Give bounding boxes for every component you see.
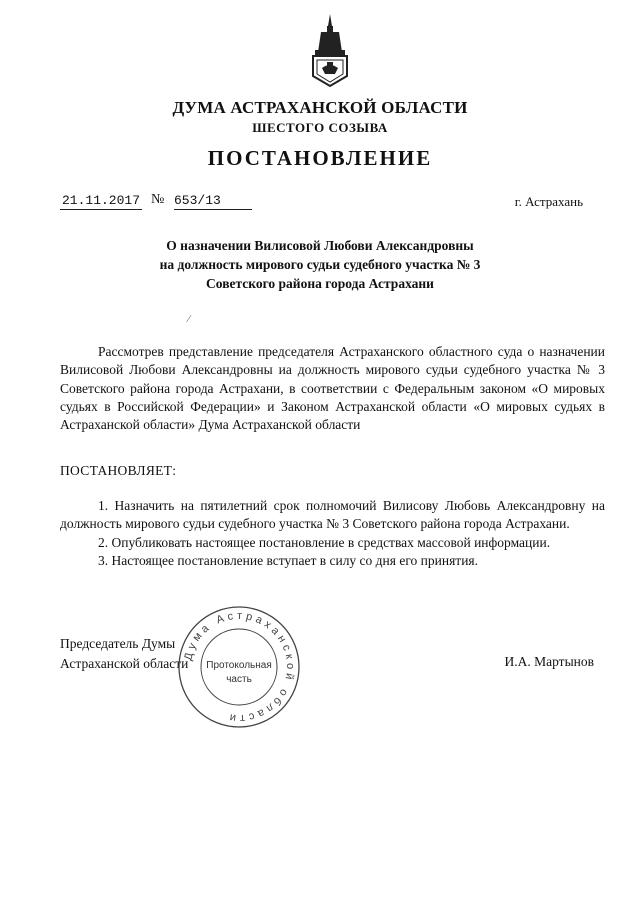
resolution-item: 1. Назначить на пятилетний срок полномочий Вилисову Любовь Александровну на должность мирового судьи судебного участка № 3 Советского района города Астрахани. <box>60 498 605 532</box>
convocation: ШЕСТОГО СОЗЫВА <box>252 120 388 135</box>
document-date: 21.11.2017 <box>62 193 141 208</box>
title-line: на должность мирового судьи судебного участка № 3 <box>159 257 481 272</box>
signer-position-line: Астраханской области <box>60 656 189 671</box>
resolution-item: 3. Настоящее постановление вступает в силу со дня его принятия. <box>98 552 479 568</box>
stamp-center-line: Протокольная <box>206 660 272 671</box>
city: г. Астрахань <box>514 194 583 209</box>
title-line: О назначении Вилисовой Любови Александровны <box>166 238 474 253</box>
signer-position-line: Председатель Думы <box>60 636 176 651</box>
resolution-items <box>60 497 605 570</box>
document-title <box>0 236 640 293</box>
stray-mark: ⁄ <box>188 314 190 325</box>
signer-position <box>60 634 188 674</box>
stamp-ring-text: Дума Астраханской области <box>182 609 297 725</box>
org-name: ДУМА АСТРАХАНСКОЙ ОБЛАСТИ <box>172 98 468 117</box>
title-line: Советского района города Астрахани <box>206 276 434 291</box>
document-type: ПОСТАНОВЛЕНИЕ <box>207 146 433 170</box>
number-sign: № <box>151 192 165 207</box>
preamble-paragraph: Рассмотрев представление председателя Астраханского областного суда о назначении Вилисовой Любови Александровны иа должность мирового судьи судебного участка № 3 Советского района города Астрахани, в соответствии с Федеральным законом «О мировых судьях в Российской Федерации» и Законом Астраханской области «О мировых судьях в Астраханской области» Дума Астраханской области <box>60 344 605 433</box>
resolution-item: 2. Опубликовать настоящее постановление в средствах массовой информации. <box>98 534 551 550</box>
document-number: 653/13 <box>174 193 252 210</box>
stamp-center-line: часть <box>226 674 252 685</box>
official-stamp <box>176 604 302 730</box>
coat-of-arms-emblem <box>305 12 355 92</box>
resolves-heading: ПОСТАНОВЛЯЕТ: <box>60 463 177 478</box>
signer-name: И.А. Мартынов <box>504 654 594 669</box>
